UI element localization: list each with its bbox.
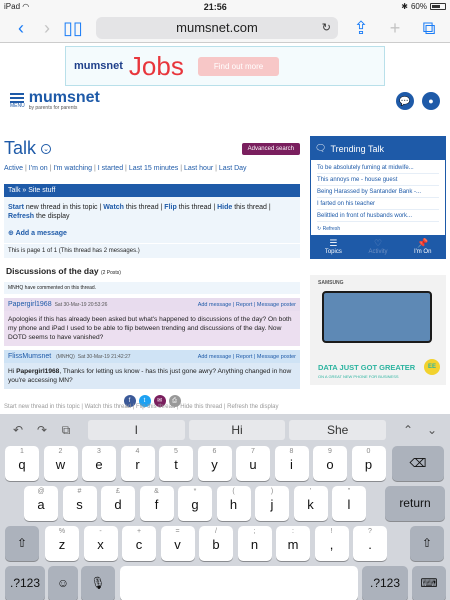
find-out-more-button[interactable]: Find out more <box>198 57 279 76</box>
trending-item[interactable]: Belittled in front of husbands work... <box>317 210 439 222</box>
space-key[interactable] <box>120 566 358 600</box>
key-2[interactable]: £ d <box>101 486 135 521</box>
key-3[interactable]: & f <box>140 486 174 521</box>
ee-logo: EE <box>424 359 440 375</box>
key-7[interactable]: ' k <box>294 486 328 521</box>
delete-key[interactable] <box>392 446 444 481</box>
post-body: Hi Papergirl1968, Thanks for letting us know - has this just gone awry? Anything changed in how you're accessing MN? <box>4 363 300 389</box>
message-poster-action[interactable]: Message poster <box>256 353 296 360</box>
key-6[interactable]: : m <box>276 526 310 561</box>
twitter-icon[interactable]: t <box>139 395 151 407</box>
mnhq-note: MNHQ have commented on this thread. <box>4 282 300 294</box>
link-started[interactable]: I started <box>97 165 124 172</box>
phone-image <box>322 291 432 343</box>
trending-title: Trending Talk <box>330 143 384 154</box>
emoji-key[interactable] <box>48 566 78 600</box>
add-message-link[interactable]: ⊕ Add a message <box>4 227 300 243</box>
post: Papergirl1968 Sat 30-Mar-19 20:53:26 Add message | Report | Message poster Apologies if this has already been asked but what's happened to discussions of the day? On both my phone and iPad I used to be able to flip between trending and discussions of the day. Now DOTD seems to have vanished? <box>4 298 300 346</box>
link-day[interactable]: Last Day <box>218 165 247 172</box>
key-0[interactable]: 1 q <box>5 446 39 481</box>
post-date: Sat 30-Mar-19 20:53:26 <box>54 302 108 308</box>
status-bar <box>0 0 450 13</box>
forward-icon[interactable]: › <box>44 17 50 38</box>
key-0[interactable]: @ a <box>24 486 58 521</box>
key-6[interactable]: 7 u <box>236 446 270 481</box>
add-message-action[interactable]: Add message <box>197 301 232 308</box>
site-header <box>0 86 450 116</box>
hide-link[interactable]: Hide <box>217 204 233 211</box>
chat-icon[interactable]: 💬 <box>396 92 414 110</box>
post-body: Apologies if this has already been asked but what's happened to discussions of the day? On both my phone and iPad I used to be able to flip between trending and discussions of the day. Now DOTD seems to have vanished? <box>4 311 300 346</box>
hide-keyboard-key[interactable] <box>412 566 446 600</box>
key-3[interactable]: = v <box>161 526 195 561</box>
keyboard-icon: ⌨ <box>420 576 438 590</box>
menu-button[interactable]: MENU <box>10 93 25 109</box>
poster-name[interactable]: FlissMumsnet <box>8 353 52 360</box>
battery-icon <box>430 3 446 10</box>
key-7[interactable]: 8 i <box>275 446 309 481</box>
numbers-key-left[interactable]: .?123 <box>5 566 45 600</box>
refresh-link[interactable]: Refresh <box>8 213 35 220</box>
suggestion-2[interactable]: Hi <box>189 420 286 440</box>
post-date: Sat 30-Mar-19 21:42:27 <box>77 354 131 360</box>
new-tab-icon[interactable]: + <box>389 17 401 38</box>
ad-jobs-word: Jobs <box>128 50 184 81</box>
facebook-icon[interactable]: f <box>124 395 136 407</box>
logo-tagline: by parents for parents <box>28 105 78 111</box>
key-2[interactable]: + c <box>122 526 156 561</box>
link-watching[interactable]: I'm watching <box>53 165 93 172</box>
page-title: Talk ⌄ <box>4 138 51 159</box>
dictation-key[interactable] <box>81 566 115 600</box>
suggestion-3[interactable]: She <box>289 420 386 440</box>
shift-key-left[interactable] <box>5 526 39 561</box>
numbers-key-right[interactable]: .?123 <box>362 566 408 600</box>
browser-toolbar <box>0 13 450 43</box>
trending-tabs <box>311 235 445 258</box>
print-icon[interactable]: ⎙ <box>169 395 181 407</box>
key-0[interactable]: % z <box>45 526 79 561</box>
battery-percent: 60% <box>410 2 427 11</box>
key-8[interactable]: 9 o <box>313 446 347 481</box>
key-4[interactable]: 5 t <box>159 446 193 481</box>
message-poster-action[interactable]: Message poster <box>256 301 296 308</box>
trending-refresh[interactable]: ↻ Refresh <box>317 226 341 232</box>
key-8[interactable]: ? . <box>353 526 387 561</box>
email-icon[interactable]: ✉ <box>154 395 166 407</box>
back-icon[interactable]: ‹ <box>18 17 24 38</box>
chevron-up-icon[interactable]: ⌃ <box>402 423 414 437</box>
link-15min[interactable]: Last 15 minutes <box>128 165 179 172</box>
bookmarks-icon[interactable]: ▯▯ <box>63 17 83 38</box>
key-9[interactable]: 0 p <box>352 446 386 481</box>
address-bar[interactable] <box>96 17 338 39</box>
user-icon[interactable]: ● <box>422 92 440 110</box>
redo-icon[interactable]: ↷ <box>36 423 48 437</box>
flip-link[interactable]: Flip <box>164 204 177 211</box>
report-action[interactable]: Report <box>235 353 253 360</box>
page-info: This is page 1 of 1 (This thread has 2 messages.) <box>4 244 300 258</box>
sidebar <box>310 136 446 385</box>
thread-tools: Start new thread in this topic | Watch this thread | Flip this thread | Hide this thread | Refresh the display <box>4 197 300 227</box>
suggestion-1[interactable]: I <box>88 420 185 440</box>
clipboard-icon[interactable]: ⧉ <box>61 422 71 437</box>
samsung-ad[interactable]: SAMSUNG DATA JUST GOT GREATER ON A GREAT NEW PHONE FOR BUSINESS EE <box>310 275 446 385</box>
shift-key-right[interactable] <box>410 526 444 561</box>
report-action[interactable]: Report <box>235 301 253 308</box>
keyboard <box>0 414 450 600</box>
list-icon: ☰ <box>329 238 338 248</box>
hamburger-icon <box>10 93 25 103</box>
key-4[interactable]: * g <box>178 486 212 521</box>
key-1[interactable]: - x <box>84 526 118 561</box>
trending-talk-box <box>310 136 446 259</box>
key-1[interactable]: # s <box>63 486 97 521</box>
chat-bubble-icon: 🗨 <box>315 143 327 153</box>
plus-icon: ⊕ <box>8 230 14 237</box>
trending-item[interactable]: I farted on his teacher <box>317 198 439 210</box>
trending-item[interactable]: To be absolutely fuming at midwife... <box>317 162 439 174</box>
add-message-action[interactable]: Add message <box>197 353 232 360</box>
device-label: iPad ◠ <box>4 2 30 11</box>
link-active[interactable]: Active <box>4 165 24 172</box>
microphone-icon: 🎙 <box>90 576 106 590</box>
trending-item[interactable]: Being Harassed by Santander Bank -... <box>317 186 439 198</box>
tab-im-on[interactable]: 📌 I'm On <box>400 235 445 258</box>
talk-filter-links: Active | I'm on | I'm watching | I started | Last 15 minutes | Last hour | Last Day <box>4 165 247 172</box>
reload-icon[interactable]: ↻ <box>321 22 331 34</box>
emoji-icon: ☺ <box>56 576 70 590</box>
key-4[interactable]: / b <box>199 526 233 561</box>
backspace-icon: ⌫ <box>409 456 427 470</box>
tab-topics[interactable]: ☰ Topics <box>311 235 356 258</box>
bluetooth-icon: ✱ <box>401 2 408 11</box>
key-1[interactable]: 2 w <box>44 446 78 481</box>
activity-icon: ♡ <box>373 238 383 248</box>
bottom-thread-tools: Start new thread in this topic | Watch this thread | Flip this thread | Hide this thread | Refresh the display <box>4 404 279 410</box>
poster-name[interactable]: Papergirl1968 <box>8 301 52 308</box>
key-6[interactable]: ) j <box>255 486 289 521</box>
tabs-icon[interactable]: ⧉ <box>422 17 436 38</box>
start-thread-link[interactable]: Start <box>8 204 24 211</box>
jobs-ad-banner[interactable] <box>65 46 385 86</box>
pin-icon: 📌 <box>417 238 429 248</box>
post: FlissMumsnet (MNHQ) Sat 30-Mar-19 21:42:27 Add message | Report | Message poster Hi Papergirl1968, Thanks for letting us know - has this just gone awry? Anything changed in how you're accessing MN? <box>4 350 300 389</box>
logo-text: mumsnet <box>28 89 100 106</box>
web-page <box>0 44 450 414</box>
key-7[interactable]: ! , <box>315 526 349 561</box>
site-logo[interactable] <box>10 91 100 111</box>
trending-item[interactable]: This annoys me - house guest <box>317 174 439 186</box>
key-8[interactable]: " l <box>332 486 366 521</box>
shift-icon: ⇧ <box>421 536 433 550</box>
key-3[interactable]: 4 r <box>121 446 155 481</box>
url-text: mumsnet.com <box>176 20 258 35</box>
clock: 21:56 <box>203 1 227 12</box>
undo-icon[interactable]: ↶ <box>12 423 24 437</box>
ad-brand: mumsnet <box>74 60 123 72</box>
link-hour[interactable]: Last hour <box>183 165 214 172</box>
thread-title: Discussions of the day (2 Posts) <box>6 266 121 276</box>
key-2[interactable]: 3 e <box>82 446 116 481</box>
chevron-down-icon[interactable]: ⌄ <box>426 423 438 437</box>
shift-icon: ⇧ <box>16 536 28 550</box>
share-icon[interactable]: ⇪ <box>353 17 369 38</box>
tab-activity[interactable]: ♡ Activity <box>356 235 401 258</box>
talk-main <box>4 136 300 407</box>
suggestion-bar <box>0 414 450 446</box>
key-5[interactable]: ; n <box>238 526 272 561</box>
advanced-search-button[interactable]: Advanced search <box>242 143 300 155</box>
watch-link[interactable]: Watch <box>103 204 124 211</box>
link-im-on[interactable]: I'm on <box>28 165 48 172</box>
return-key[interactable]: return <box>385 486 445 521</box>
wifi-icon: ◠ <box>22 2 30 11</box>
chevron-down-icon[interactable]: ⌄ <box>41 144 51 154</box>
breadcrumb[interactable]: Talk » Site stuff <box>4 184 300 197</box>
key-5[interactable]: 6 y <box>198 446 232 481</box>
key-5[interactable]: ( h <box>217 486 251 521</box>
